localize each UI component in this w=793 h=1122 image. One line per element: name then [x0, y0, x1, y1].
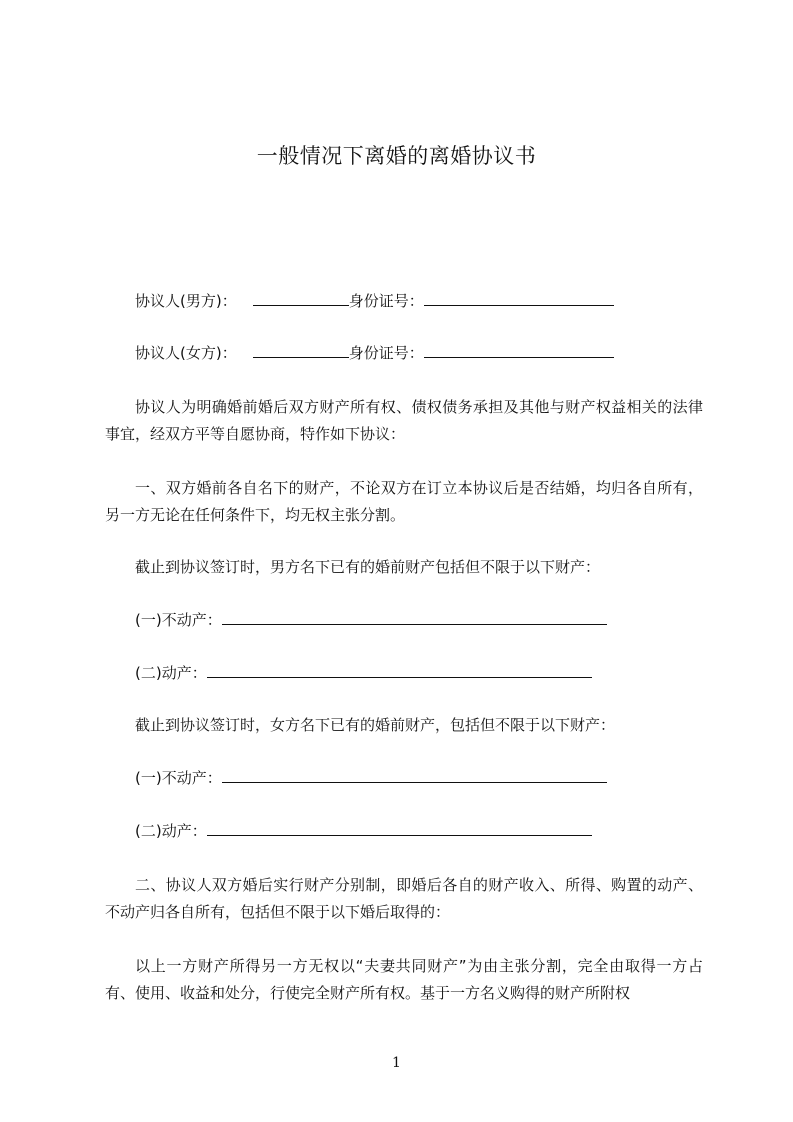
male-real-estate-blank — [222, 610, 607, 625]
female-party-label: 协议人(女方)： — [135, 344, 237, 362]
male-movable-line — [105, 663, 705, 683]
female-id-label: 身份证号： — [348, 344, 424, 362]
female-assets-intro — [105, 715, 705, 735]
clause-one-paragraph: 一、双方婚前各自名下的财产，不论双方在订立本协议后是否结婚，均归各自所有，另一方无论在任何条件下，均无权主张分割。 — [105, 479, 703, 524]
male-assets-intro — [105, 557, 705, 577]
female-movable-label: (二)动产： — [135, 822, 207, 840]
female-party-line — [105, 343, 705, 363]
male-id-label: 身份证号： — [348, 292, 424, 310]
male-party-label: 协议人(男方)： — [135, 292, 237, 310]
female-real-estate-label: (一)不动产： — [135, 769, 222, 787]
male-real-estate-label: (一)不动产： — [135, 611, 222, 629]
female-assets-intro-text: 截止到协议签订时，女方名下已有的婚前财产，包括但不限于以下财产： — [135, 716, 616, 734]
male-real-estate-line — [105, 610, 705, 630]
male-party-line — [105, 291, 705, 311]
clause-two-paragraph: 二、协议人双方婚后实行财产分别制，即婚后各自的财产收入、所得、购置的动产、不动产归各自所有，包括但不限于以下婚后取得的： — [105, 876, 703, 921]
clause-two-continuation: 以上一方财产所得另一方无权以“夫妻共同财产”为由主张分割，完全由取得一方占有、使用、收益和处分，行使完全财产所有权。基于一方名义购得的财产所附权 — [105, 957, 703, 1002]
male-id-blank — [424, 291, 614, 306]
male-name-blank — [253, 291, 349, 306]
female-id-blank — [424, 343, 614, 358]
page-number: 1 — [392, 1055, 401, 1071]
intro-paragraph: 协议人为明确婚前婚后双方财产所有权、债权债务承担及其他与财产权益相关的法律事宜，经双方平等自愿协商，特作如下协议： — [105, 398, 703, 443]
document-title: 一般情况下离婚的离婚协议书 — [256, 144, 537, 168]
female-movable-line — [105, 821, 705, 841]
male-assets-intro-text: 截止到协议签订时，男方名下已有的婚前财产包括但不限于以下财产： — [135, 558, 601, 576]
male-movable-label: (二)动产： — [135, 664, 207, 682]
female-name-blank — [253, 343, 349, 358]
female-movable-blank — [207, 821, 592, 836]
female-real-estate-blank — [222, 768, 607, 783]
male-movable-blank — [207, 663, 592, 678]
female-real-estate-line — [105, 768, 705, 788]
